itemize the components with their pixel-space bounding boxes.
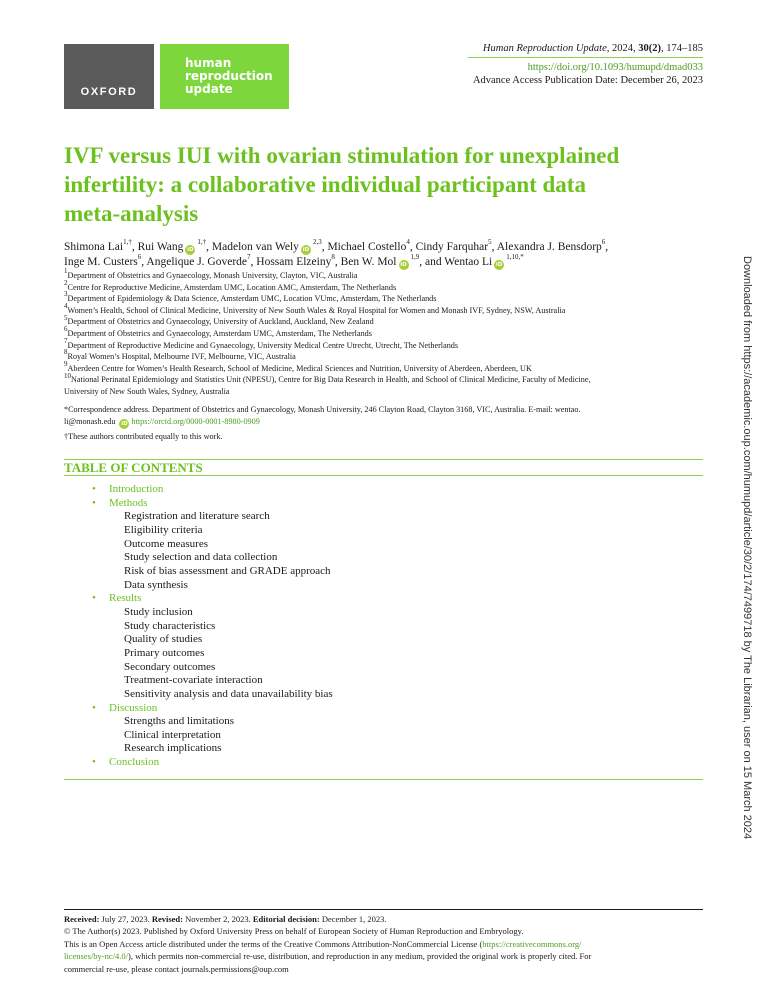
author-separator: , bbox=[141, 256, 147, 268]
author-affiliation-marker: 1,† bbox=[197, 238, 207, 247]
author-separator: , bbox=[491, 241, 497, 253]
journal-logo bbox=[160, 44, 289, 109]
toc-subsection[interactable]: Treatment-covariate interaction bbox=[124, 674, 263, 687]
orcid-icon[interactable]: iD bbox=[187, 247, 194, 253]
license-text: ), which permits non-commercial re-use, distribution, and reproduction in any medium, provided the original work is properly cited. For bbox=[127, 951, 592, 962]
toc-bullet: • bbox=[92, 483, 96, 495]
affiliation-text: Women’s Health, School of Clinical Medicine, University of New South Wales & Royal Hospital for Women and Monash IVF, Sydney, NSW, Australia bbox=[67, 305, 566, 315]
toc-bullet: • bbox=[92, 701, 96, 714]
author-separator: , and bbox=[419, 256, 445, 268]
toc-section-label[interactable]: Methods bbox=[109, 496, 148, 509]
author-separator: , bbox=[250, 256, 257, 268]
affiliation-number: 8 bbox=[64, 348, 68, 357]
title-line: IVF versus IUI with ovarian stimulation for unexplained bbox=[64, 143, 620, 168]
toc-subsection[interactable]: Eligibility criteria bbox=[124, 523, 203, 536]
affiliation-text: Department of Reproductive Medicine and Gynaecology, University Medical Centre Utrecht, Utrecht, The Netherlands bbox=[67, 340, 459, 350]
affiliation-number: 2 bbox=[64, 278, 68, 287]
toc-subsection[interactable]: Primary outcomes bbox=[124, 646, 205, 659]
toc-subsection[interactable]: Outcome measures bbox=[124, 537, 208, 550]
orcid-icon[interactable]: iD bbox=[302, 247, 310, 253]
affiliation-item bbox=[64, 371, 704, 386]
author-list bbox=[64, 240, 704, 270]
affiliation-item bbox=[64, 325, 704, 340]
journal-pages: , 174–185 bbox=[661, 43, 703, 54]
author-affiliation-marker: 1,10,* bbox=[506, 253, 524, 262]
toc-section-label[interactable]: Results bbox=[109, 592, 142, 605]
author-affiliation-marker: 7 bbox=[247, 253, 251, 262]
author-affiliation-marker: 1,† bbox=[123, 238, 132, 247]
decision-date: December 1, 2023. bbox=[319, 914, 387, 924]
toc-subsection[interactable]: Registration and literature search bbox=[124, 510, 270, 523]
license-text: This is an Open Access article distributed under the terms of the Creative Commons Attribution-NonCommercial License ( bbox=[64, 938, 483, 949]
copyright-notice: © The Author(s) 2023. Published by Oxford University Press on behalf of European Society of Human Reproduction and Embryology. bbox=[64, 926, 524, 937]
orcid-link[interactable]: https://orcid.org/0000-0001-8980-0909 bbox=[131, 416, 260, 426]
revised-label: Revised: bbox=[151, 914, 183, 924]
author-separator: , bbox=[334, 256, 341, 268]
author-line bbox=[64, 240, 704, 255]
author-name[interactable]: Madelon van Wely bbox=[211, 241, 299, 253]
toc-heading: TABLE OF CONTENTS bbox=[64, 460, 203, 475]
title-line: infertility: a collaborative individual participant data bbox=[64, 172, 586, 197]
author-separator: , bbox=[321, 241, 328, 253]
affiliation-number: 10 bbox=[64, 371, 71, 380]
affiliation-text: Aberdeen Centre for Women’s Health Research, School of Medicine, Medical Sciences and Nutrition, University of Aberdeen, Aberdeen, UK bbox=[67, 363, 532, 373]
received-label: Received: bbox=[64, 914, 100, 924]
toc-section-label[interactable]: Introduction bbox=[109, 483, 164, 495]
toc-subsection[interactable]: Sensitivity analysis and data unavailability bias bbox=[124, 687, 333, 700]
affiliation-number: 5 bbox=[64, 313, 68, 322]
affiliation-item bbox=[64, 267, 704, 282]
journal-name: Human Reproduction Update bbox=[482, 43, 607, 54]
author-name[interactable]: Alexandra J. Bensdorp bbox=[496, 241, 602, 253]
header-divider bbox=[468, 57, 703, 58]
affiliation-number: 7 bbox=[64, 336, 68, 345]
toc-bullet: • bbox=[92, 756, 96, 769]
author-name[interactable]: Wentao Li bbox=[444, 256, 493, 268]
affiliation-text: Centre for Reproductive Medicine, Amsterdam UMC, Location AMC, Amsterdam, The Netherlands bbox=[67, 282, 397, 292]
affiliation-number: 3 bbox=[64, 290, 68, 299]
affiliation-item bbox=[64, 278, 704, 294]
author-name[interactable]: Ben W. Mol bbox=[340, 256, 397, 268]
affiliation-number: 4 bbox=[64, 302, 68, 311]
affiliation-item bbox=[64, 336, 704, 352]
journal-year: , 2024, bbox=[606, 43, 639, 54]
author-name[interactable]: Shimona Lai bbox=[64, 241, 124, 253]
toc-subsection[interactable]: Research implications bbox=[124, 742, 222, 755]
oxford-logo bbox=[64, 44, 154, 109]
affiliation-list bbox=[64, 267, 704, 398]
revised-date: November 2, 2023. bbox=[183, 914, 253, 924]
affiliation-number: 9 bbox=[64, 360, 68, 369]
affiliation-text: Royal Women’s Hospital, Melbourne IVF, Melbourne, VIC, Australia bbox=[67, 352, 296, 362]
author-affiliation-marker: 6 bbox=[601, 238, 606, 247]
affiliation-text: National Perinatal Epidemiology and Statistics Unit (NPESU), Centre for Big Data Research in Health, and School of Clinical Medicine, Faculty of Medicine, bbox=[71, 375, 591, 385]
license-line bbox=[64, 938, 704, 950]
article-footer bbox=[64, 913, 704, 975]
author-name[interactable]: Angelique J. Goverde bbox=[146, 256, 248, 268]
decision-label: Editorial decision: bbox=[252, 914, 320, 924]
toc-bottom-divider bbox=[64, 779, 703, 780]
author-affiliation-marker: 4 bbox=[406, 238, 410, 247]
affiliation-item bbox=[64, 290, 704, 305]
toc-subsection[interactable]: Secondary outcomes bbox=[124, 660, 216, 673]
author-name[interactable]: Cindy Farquhar bbox=[415, 241, 489, 253]
journal-citation bbox=[483, 43, 703, 54]
toc-section[interactable] bbox=[92, 483, 692, 497]
author-name[interactable]: Michael Costello bbox=[327, 241, 407, 253]
journal-volume-issue: 30(2) bbox=[638, 43, 661, 54]
affiliation-text: Department of Obstetrics and Gynaecology, University of Auckland, Auckland, New Zealand bbox=[67, 317, 374, 327]
author-line bbox=[64, 255, 704, 270]
affiliation-number: 6 bbox=[64, 325, 68, 334]
affiliation-continuation: University of New South Wales, Sydney, Australia bbox=[64, 386, 230, 396]
license-link[interactable]: https://creativecommons.org/ bbox=[482, 938, 582, 949]
equal-contribution-note: †These authors contributed equally to this work. bbox=[64, 432, 223, 441]
toc-section[interactable] bbox=[92, 592, 692, 606]
author-separator: , bbox=[605, 241, 609, 253]
toc-subsection[interactable]: Study characteristics bbox=[124, 619, 216, 632]
author-affiliation-marker: 5 bbox=[488, 238, 492, 247]
orcid-icon[interactable]: iD bbox=[400, 262, 407, 268]
license-line: commercial re-use, please contact journals.permissions@oup.com bbox=[64, 963, 289, 974]
affiliation-number: 1 bbox=[64, 267, 68, 276]
author-affiliation-marker: 1,9 bbox=[410, 253, 420, 262]
affiliation-text: Department of Obstetrics and Gynaecology, Amsterdam UMC, Amsterdam, The Netherlands bbox=[67, 328, 372, 338]
toc-section[interactable] bbox=[92, 702, 692, 716]
doi-link[interactable]: https://doi.org/10.1093/humupd/dmad033 bbox=[527, 62, 703, 73]
history-dates bbox=[64, 913, 704, 925]
author-name[interactable]: Inge M. Custers bbox=[64, 256, 138, 268]
author-separator: , bbox=[131, 241, 138, 253]
orcid-icon[interactable]: iD bbox=[121, 420, 128, 427]
affiliation-item bbox=[64, 360, 704, 375]
correspondence-email[interactable]: li@monash.edu bbox=[64, 416, 118, 426]
toc-subsection[interactable]: Strengths and limitations bbox=[124, 715, 234, 728]
toc-section[interactable] bbox=[92, 497, 692, 511]
correspondence-line bbox=[64, 416, 704, 429]
journal-logo-line: update bbox=[185, 82, 233, 96]
toc-bullet: • bbox=[92, 496, 96, 509]
toc-subsection[interactable]: Study inclusion bbox=[124, 605, 193, 618]
affiliation-text: Department of Epidemiology & Data Science, Amsterdam UMC, Location VUmc, Amsterdam, The Netherlands bbox=[67, 294, 437, 304]
orcid-icon[interactable]: iD bbox=[496, 262, 503, 268]
title-line: meta-analysis bbox=[64, 201, 199, 226]
toc-section[interactable] bbox=[92, 756, 692, 770]
correspondence-address bbox=[64, 404, 704, 429]
author-separator: , bbox=[206, 241, 212, 253]
toc-list bbox=[92, 483, 692, 770]
toc-section-label[interactable]: Discussion bbox=[109, 701, 158, 714]
received-date: July 27, 2023. bbox=[99, 914, 152, 924]
toc-subsection[interactable]: Risk of bias assessment and GRADE approach bbox=[124, 564, 331, 577]
affiliation-text: Department of Obstetrics and Gynaecology, Monash University, Clayton, VIC, Australia bbox=[67, 271, 358, 280]
article-title bbox=[64, 141, 704, 228]
footer-divider bbox=[64, 909, 703, 910]
journal-logo-line: human bbox=[185, 56, 232, 70]
author-affiliation-marker: 6 bbox=[137, 253, 142, 262]
toc-subsection[interactable]: Study selection and data collection bbox=[124, 551, 278, 564]
affiliation-item bbox=[64, 313, 704, 328]
publication-date: Advance Access Publication Date: December 26, 2023 bbox=[472, 75, 703, 86]
toc-bullet: • bbox=[92, 592, 96, 605]
toc-heading-divider bbox=[64, 475, 703, 476]
affiliation-item bbox=[64, 302, 704, 317]
download-note-text: Downloaded from https://academic.oup.com/humupd/article/30/2/174/7499718 by The Librarian, user on 15 March 2024 bbox=[741, 256, 753, 840]
author-name[interactable]: Hossam Elzeiny bbox=[256, 256, 332, 268]
author-name[interactable]: Rui Wang bbox=[137, 241, 184, 253]
toc-subsection[interactable]: Data synthesis bbox=[124, 578, 188, 591]
license-line bbox=[64, 950, 704, 962]
license-link[interactable]: licenses/by-nc/4.0/ bbox=[64, 951, 128, 962]
download-note bbox=[741, 256, 755, 840]
correspondence-line: *Correspondence address. Department of Obstetrics and Gynaecology, Monash University, 246 Clayton Road, Clayton 3168, VIC, Australia. E-mail: wentao. bbox=[64, 405, 581, 414]
author-separator: , bbox=[409, 241, 416, 253]
toc-section-label[interactable]: Conclusion bbox=[109, 756, 160, 769]
author-affiliation-marker: 2,3 bbox=[312, 238, 322, 247]
toc-subsection[interactable]: Clinical interpretation bbox=[124, 728, 221, 741]
oxford-logo-text: OXFORD bbox=[80, 86, 138, 98]
author-affiliation-marker: 8 bbox=[331, 253, 335, 262]
affiliation-item bbox=[64, 348, 704, 363]
toc-subsection[interactable]: Quality of studies bbox=[124, 633, 203, 646]
journal-logo-line: reproduction bbox=[185, 69, 273, 83]
